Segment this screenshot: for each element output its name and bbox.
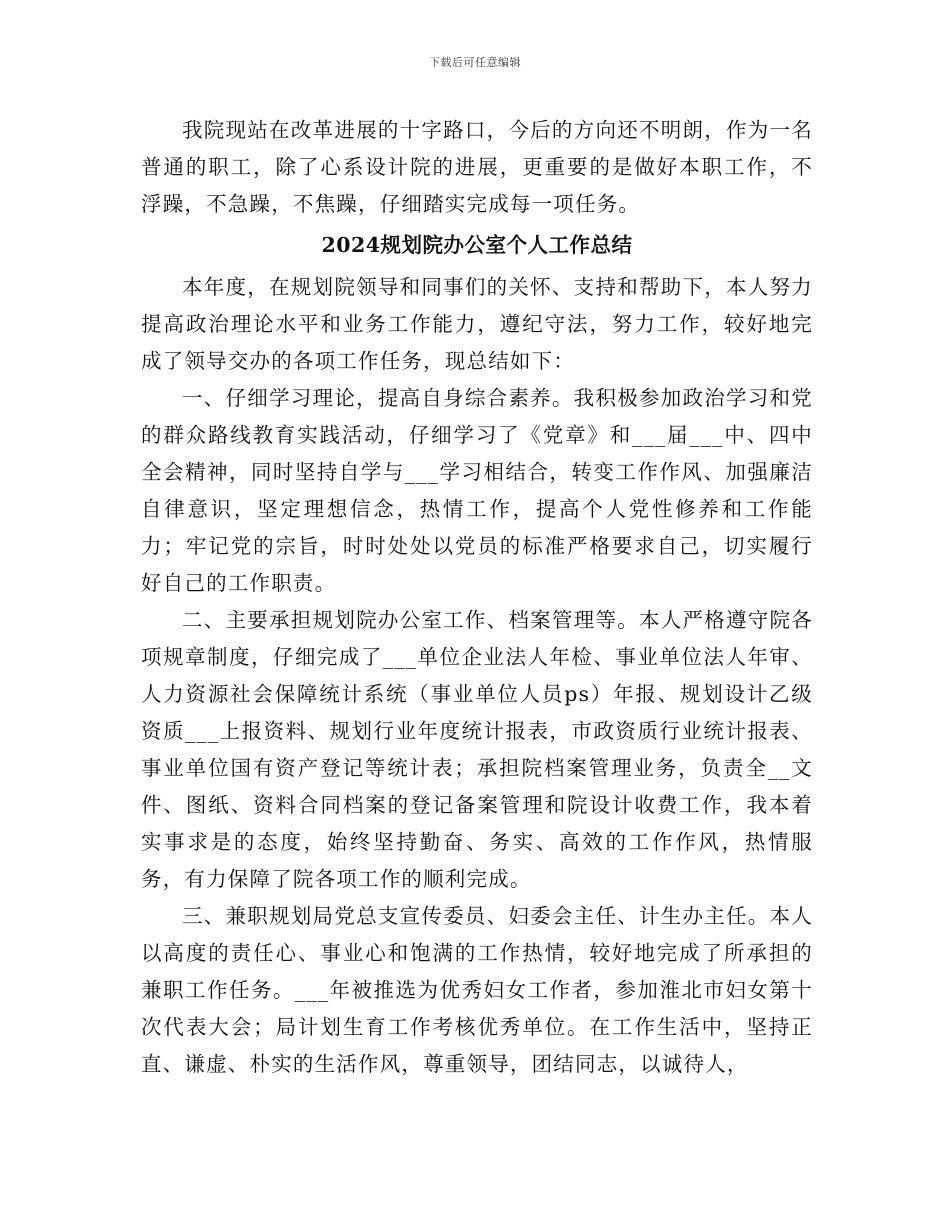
page-header: 下载后可任意编辑 (429, 56, 521, 69)
paragraph-summary-intro: 本年度，在规划院领导和同事们的关怀、支持和帮助下，本人努力提高政治理论水平和业务工作能力，遵纪守法，努力工作，较好地完成了领导交办的各项工作任务，现总结如下： (141, 275, 813, 373)
paragraph-section-one: 一、仔细学习理论，提高自身综合素养。我积极参加政治学习和党的群众路线教育实践活动，仔细学习了《党章》和___届___中、四中全会精神，同时坚持自学与___学习相结合，转变工作作风、加强廉洁自律意识，坚定理想信念，热情工作，提高个人党性修养和工作能力；牢记党的宗旨，时时处处以党员的标准严格要求自己，切实履行好自己的工作职责。 (141, 386, 813, 595)
paragraph-section-three: 三、兼职规划局党总支宣传委员、妇委会主任、计生办主任。本人以高度的责任心、事业心和饱满的工作热情，较好地完成了所承担的兼职工作任务。___年被推选为优秀妇女工作者，参加淮北市妇女第十次代表大会；局计划生育工作考核优秀单位。在工作生活中，坚持正直、谦虚、朴实的生活作风，尊重领导，团结同志，以诚待人， (141, 904, 813, 1076)
document-title: 2024规划院办公室个人工作总结 (321, 233, 633, 257)
document-body (141, 112, 813, 1083)
paragraph-section-two: 二、主要承担规划院办公室工作、档案管理等。本人严格遵守院各项规章制度，仔细完成了___单位企业法人年检、事业单位法人年审、人力资源社会保障统计系统（事业单位人员ps）年报、规划设计乙级资质___上报资料、规划行业年度统计报表，市政资质行业统计报表、事业单位国有资产登记等统计表；承担院档案管理业务，负责全__文件、图纸、资料合同档案的登记备案管理和院设计收费工作，我本着实事求是的态度，始终坚持勤奋、务实、高效的工作作风，热情服务，有力保障了院各项工作的顺利完成。 (141, 608, 813, 891)
intro-paragraph: 我院现站在改革进展的十字路口，今后的方向还不明朗，作为一名普通的职工，除了心系设计院的进展，更重要的是做好本职工作，不浮躁，不急躁，不焦躁，仔细踏实完成每一项任务。 (141, 118, 813, 216)
